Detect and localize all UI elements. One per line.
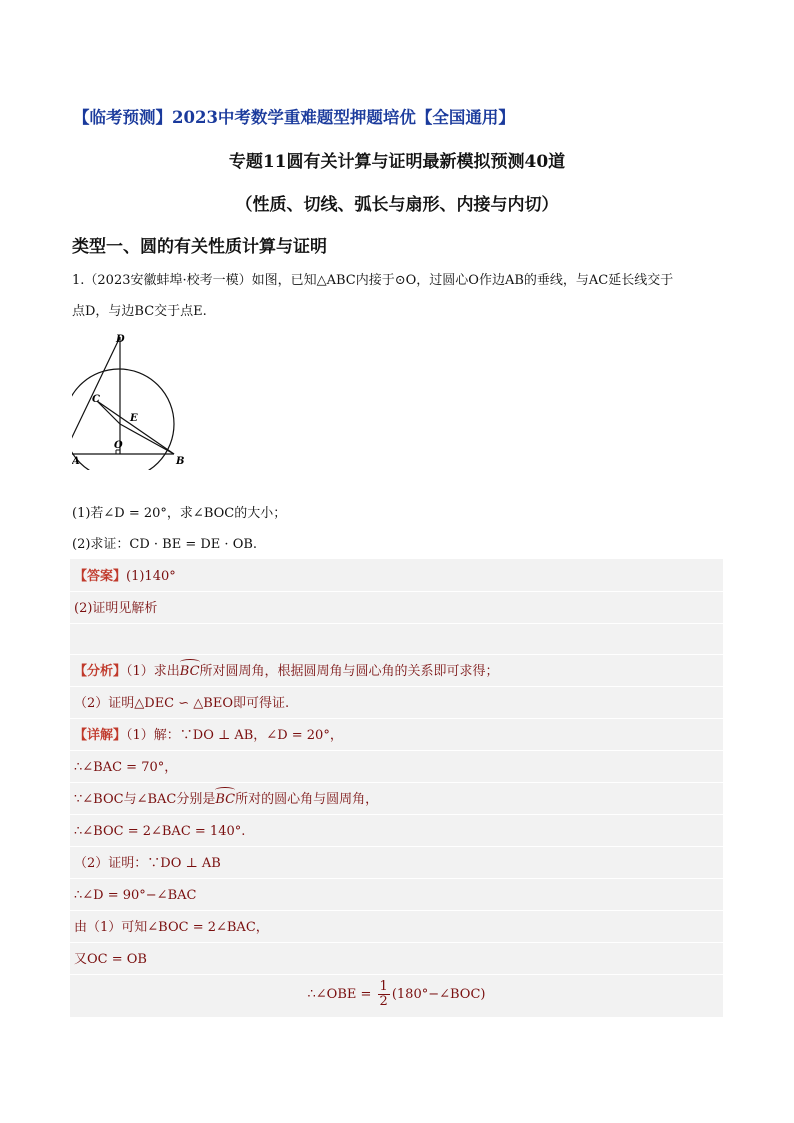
answer-2: (2)证明见解析 — [74, 601, 158, 616]
fraction-numerator: 1 — [379, 979, 388, 994]
question-text-line2: 点D，与边BC交于点E. — [72, 304, 207, 319]
geometry-figure — [72, 330, 192, 470]
label-d: D — [116, 334, 125, 345]
subquestion-2: (2)求证：CD · BE = DE · OB. — [72, 537, 258, 552]
detail-9-formula — [70, 980, 723, 1009]
formula-suffix: (180°−∠BOC) — [391, 987, 486, 1002]
detail-4: ∴∠BOC = 2∠BAC = 140°. — [74, 824, 246, 839]
detail-3-post: 所对的圆心角与圆周角， — [235, 792, 379, 807]
detail-row-3 — [74, 790, 378, 810]
answer-panel — [70, 559, 723, 1017]
analysis-1-pre: （1）求出 — [126, 664, 180, 679]
label-a: A — [72, 456, 80, 467]
detail-7: 由（1）可知∠BOC = 2∠BAC， — [74, 920, 269, 935]
fraction-half — [378, 980, 390, 1009]
analysis-2: （2）证明△DEC ∽ △BEO即可得证. — [74, 696, 290, 711]
question-text-line1: 1.（2023安徽蚌埠·校考一模）如图，已知△ABC内接于⊙O，过圆心O作边AB的垂线，与AC延长线交于 — [72, 273, 674, 288]
fraction-denominator: 2 — [379, 994, 388, 1009]
detail-row-1 — [74, 726, 343, 746]
label-o: O — [114, 440, 123, 451]
detail-tag: 【详解】 — [74, 728, 127, 743]
circle-diagram — [72, 330, 192, 470]
answer-row-1 — [74, 567, 176, 587]
answer-tag: 【答案】 — [74, 569, 127, 584]
detail-6: ∴∠D = 90°−∠BAC — [74, 888, 197, 903]
segment-cb — [97, 401, 174, 454]
detail-8: 又OC = OB — [74, 952, 147, 967]
doc-subtitle: （性质、切线、弧长与扇形、内接与内切） — [235, 195, 559, 215]
detail-5: （2）证明：∵DO ⊥ AB — [74, 856, 221, 871]
doc-title: 专题11圆有关计算与证明最新模拟预测40道 — [228, 152, 566, 172]
label-e: E — [130, 413, 138, 424]
label-c: C — [92, 394, 100, 405]
answer-1: (1)140° — [126, 569, 176, 584]
analysis-tag: 【分析】 — [74, 664, 127, 679]
header-banner: 【临考预测】2023中考数学重难题型押题培优【全国通用】 — [73, 108, 515, 127]
arc-bc: BC — [180, 662, 200, 682]
detail-2: ∴∠BAC = 70°， — [74, 760, 178, 775]
segment-co — [97, 401, 120, 424]
arc-bc-2: BC — [215, 790, 235, 810]
formula-prefix: ∴∠OBE = — [307, 987, 376, 1002]
label-b: B — [176, 456, 185, 467]
analysis-row-1 — [74, 662, 499, 682]
section-title: 类型一、圆的有关性质计算与证明 — [72, 237, 327, 257]
subquestion-1: (1)若∠D = 20°，求∠BOC的大小； — [72, 506, 287, 521]
analysis-1-post: 所对圆周角，根据圆周角与圆心角的关系即可求得； — [199, 664, 499, 679]
segment-ob — [120, 424, 174, 454]
detail-1: （1）解：∵DO ⊥ AB，∠D = 20°， — [126, 728, 343, 743]
detail-3-pre: ∵∠BOC与∠BAC分别是 — [74, 792, 216, 807]
